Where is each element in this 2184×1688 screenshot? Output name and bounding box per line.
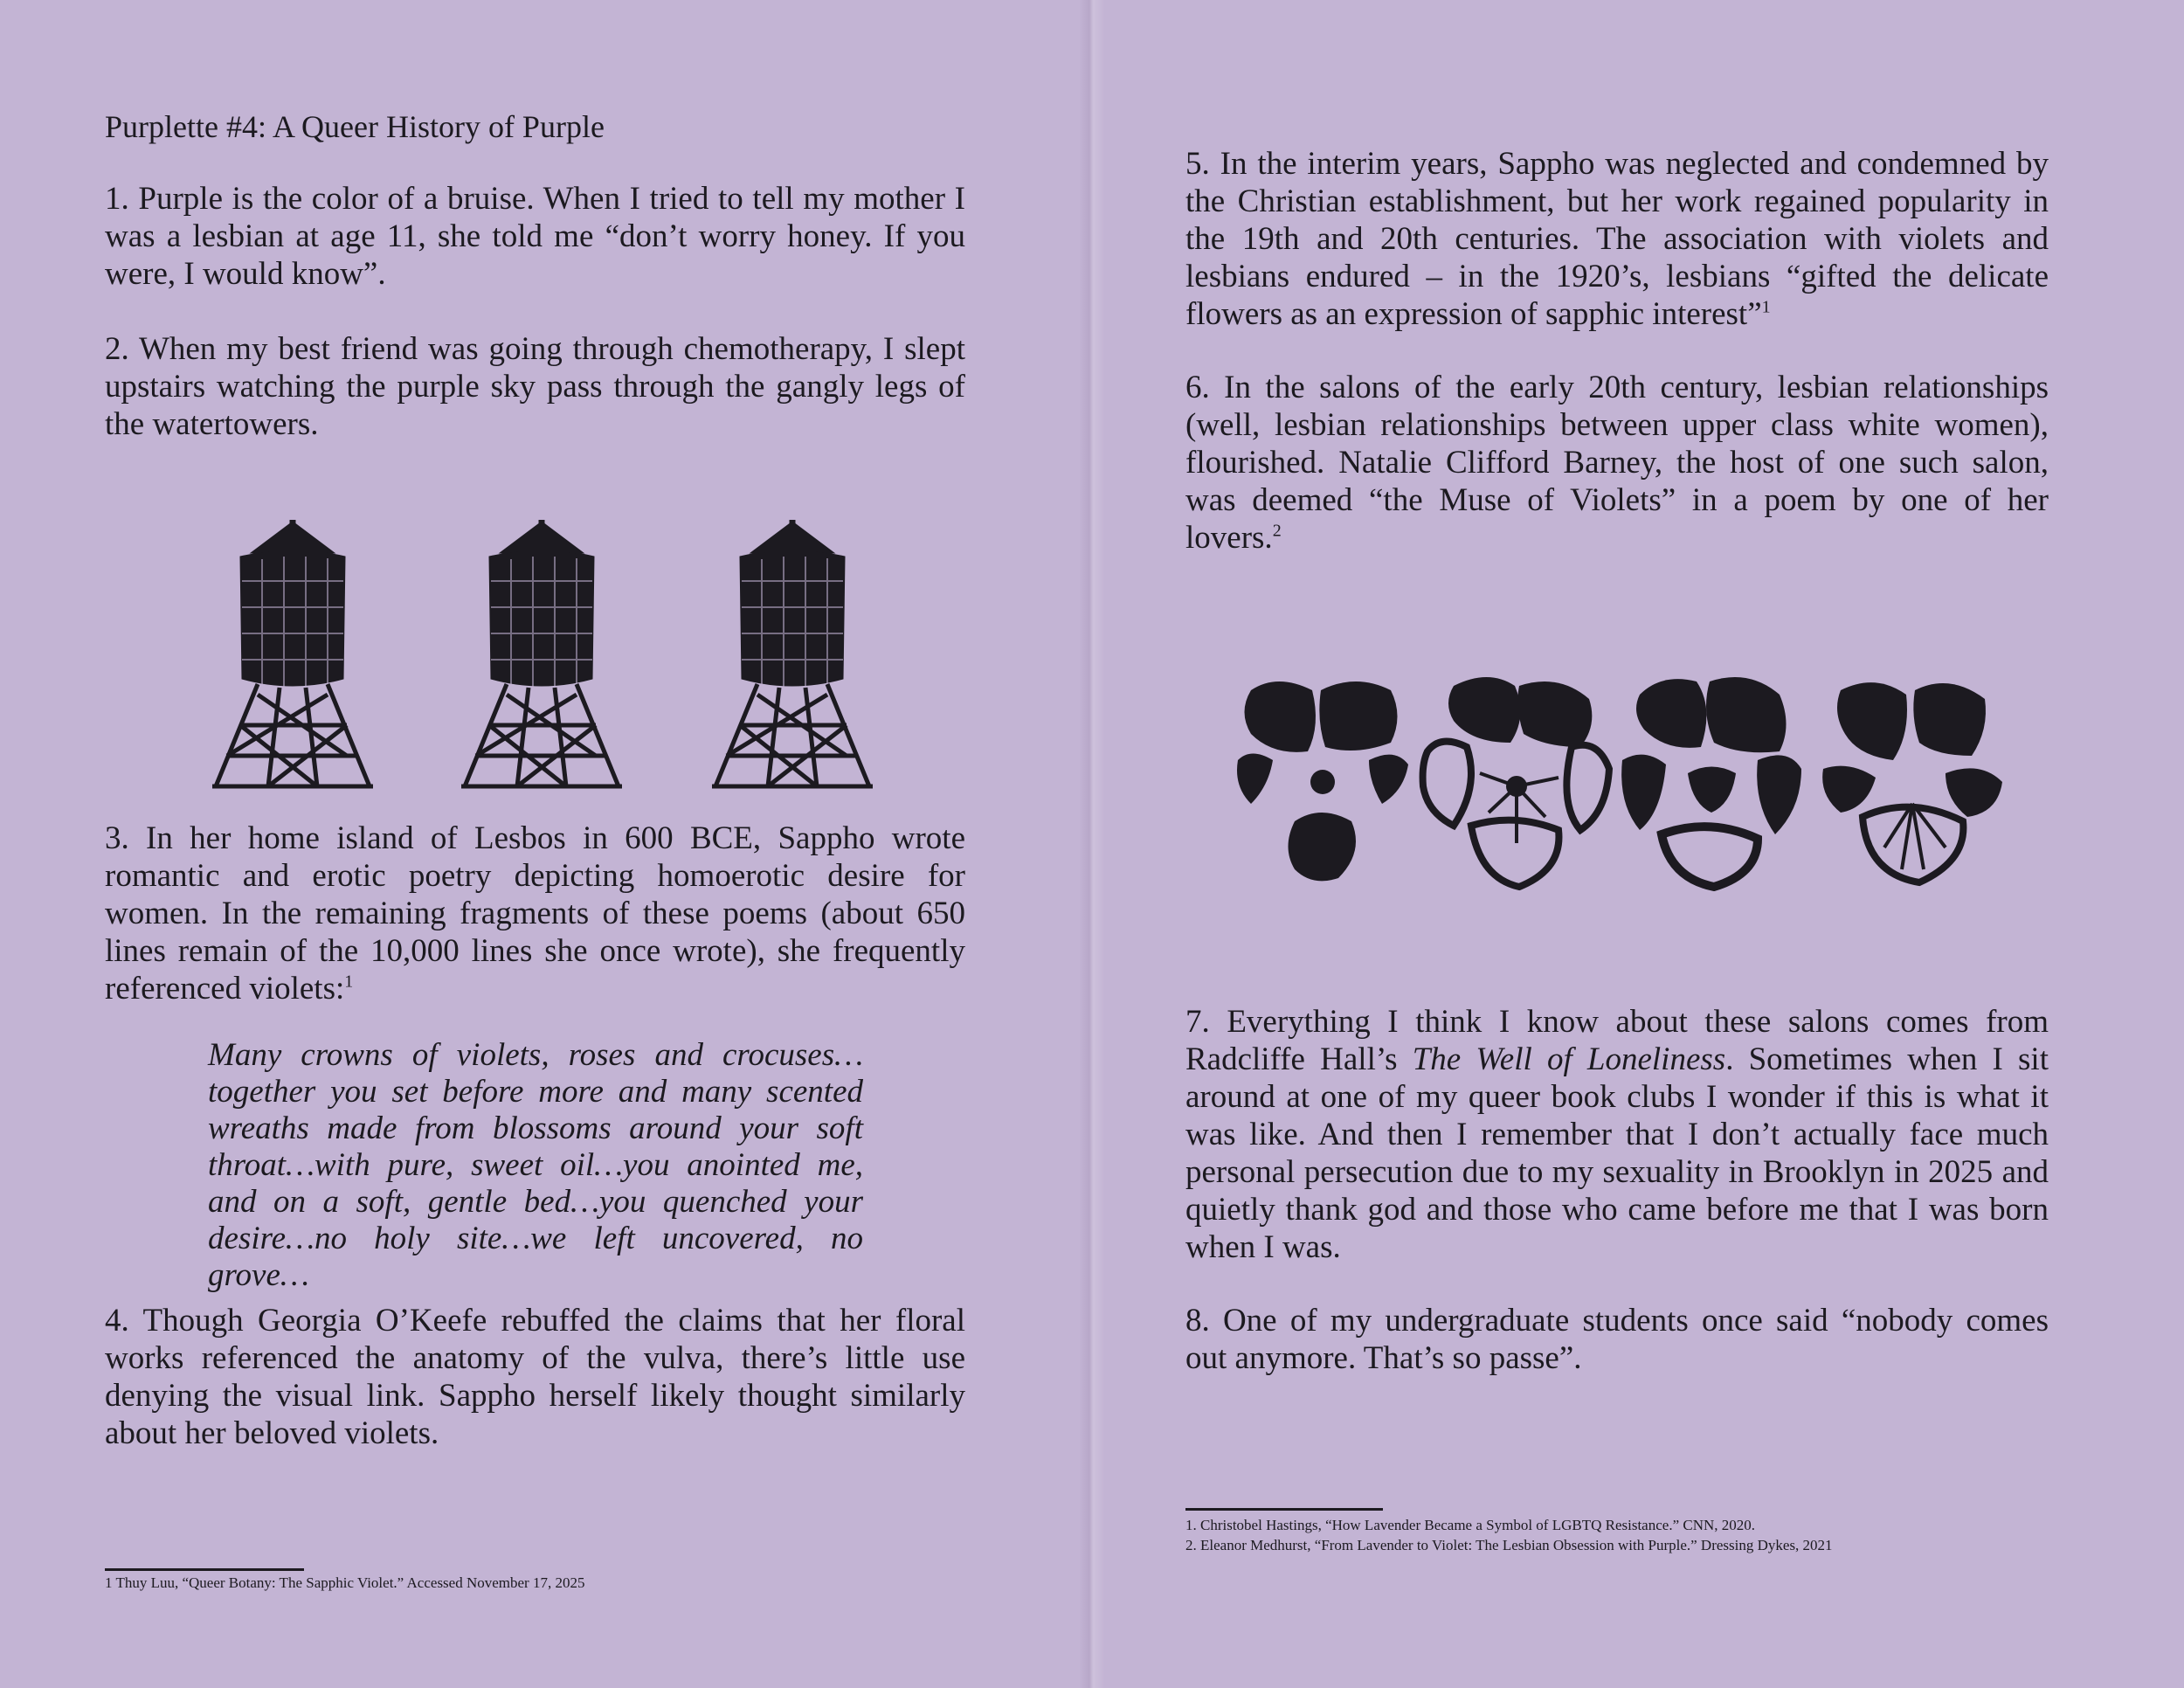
paragraph-7 (1185, 1003, 2049, 1266)
water-tower-icon (688, 520, 897, 791)
paragraph-7-text-b: . Sometimes when I sit around at one of my queer book clubs I wonder if this is what it was like. And then I remember that I don’t actually face much personal persecution due to my sexuality in Brooklyn in 2025 and quietly thank god and those who came before me that I was born when I was. (1185, 1041, 2049, 1265)
zine-title: Purplette #4: A Queer History of Purple (105, 109, 605, 144)
paragraph-2: 2. When my best friend was going through chemotherapy, I slept upstairs watching the purple sky pass through the gangly legs of the watertowers. (105, 331, 965, 442)
footnote-rule (1185, 1508, 1383, 1511)
paragraph-3-text: 3. In her home island of Lesbos in 600 BCE, Sappho wrote romantic and erotic poetry depicting homoerotic desire for women. In the remaining fragments of these poems (about 650 lines remain of the 10,000 lines she once wrote), she frequently referenced violets: (105, 820, 965, 1007)
footnote-rule (105, 1568, 304, 1571)
footnote-1: 1. Christobel Hastings, “How Lavender Became a Symbol of LGBTQ Resistance.” CNN, 2020. (1185, 1517, 1756, 1533)
water-tower-icon (188, 520, 397, 791)
footnote-1: 1 Thuy Luu, “Queer Botany: The Sapphic Violet.” Accessed November 17, 2025 (105, 1574, 585, 1591)
pansy-icon (1225, 673, 1421, 891)
pansy-illustrations (1225, 673, 2011, 900)
paragraph-7-text-a: 7. Everything I think I know about these salons comes from Radcliffe Hall’s (1185, 1004, 2049, 1077)
water-tower-icon (437, 520, 646, 791)
book-title: The Well of Loneliness (1412, 1041, 1726, 1077)
paragraph-8: 8. One of my undergraduate students once said “nobody comes out anymore. That’s so passe”. (1185, 1303, 2049, 1376)
pansy-icon (1419, 673, 1615, 891)
paragraph-5 (1185, 145, 2049, 333)
page-fold (1079, 0, 1105, 1688)
paragraph-6 (1185, 369, 2049, 557)
pansy-icon (1814, 673, 2011, 891)
footnote-marker: 2 (1272, 521, 1282, 541)
paragraph-3 (105, 820, 965, 1007)
paragraph-4: 4. Though Georgia O’Keefe rebuffed the claims that her floral works referenced the anatomy of the vulva, there’s little use denying the visual link. Sappho herself likely thought similarly about her beloved violets. (105, 1303, 965, 1451)
paragraph-6-text: 6. In the salons of the early 20th century, lesbian relationships (well, lesbian relationships between upper class white women), flourished. Natalie Clifford Barney, the host of one such salon, was deemed “the Muse of Violets” in a poem by one of her lovers. (1185, 370, 2049, 556)
footnote-2: 2. Eleanor Medhurst, “From Lavender to Violet: The Lesbian Obsession with Purple.” Dressing Dykes, 2021 (1185, 1537, 1833, 1553)
water-tower-illustrations (188, 520, 904, 791)
sappho-quote: Many crowns of violets, roses and crocuses… together you set before more and many scented wreaths made from blossoms around your soft throat…with pure, sweet oil…you anointed me, and on a soft, gentle bed…you quenched your desire…no holy site…we left uncovered, no grove… (208, 1037, 863, 1293)
footnote-marker: 1 (1761, 297, 1771, 317)
paragraph-1: 1. Purple is the color of a bruise. When I tried to tell my mother I was a lesbian at age 11, she told me “don’t worry honey. If you were, I would know”. (105, 181, 965, 292)
right-page (1185, 0, 2049, 1688)
left-page (105, 0, 965, 1688)
footnote-marker: 1 (344, 972, 354, 992)
pansy-icon (1614, 673, 1810, 891)
paragraph-5-text: 5. In the interim years, Sappho was neglected and condemned by the Christian establishment, but her work regained popularity in the 19th and 20th centuries. The association with violets and lesbians endured – in the 1920’s, lesbians “gifted the delicate flowers as an expression of sapphic interest” (1185, 146, 2049, 332)
